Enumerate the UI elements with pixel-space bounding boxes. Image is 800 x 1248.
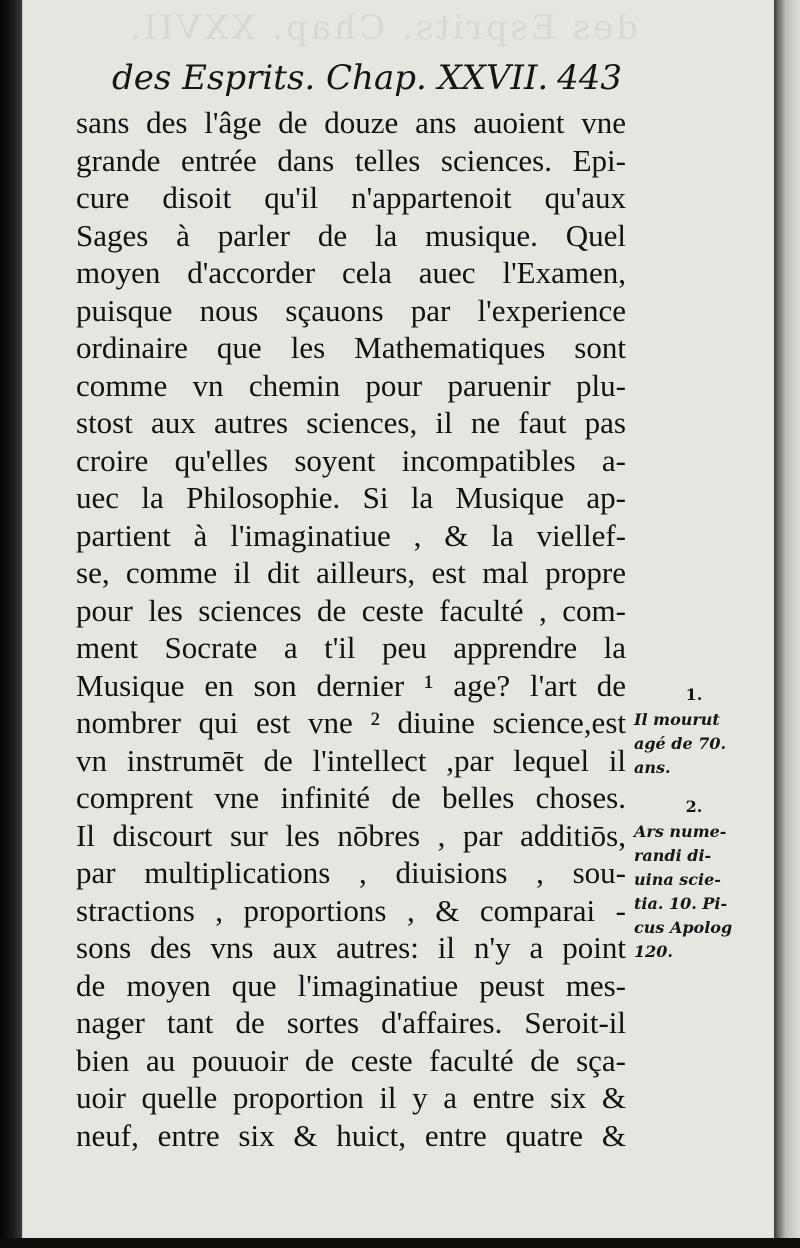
text-line: de moyen que l'imaginatiue peust mes-: [76, 967, 626, 1003]
text-line: ment Socrate a t'il peu apprendre la: [76, 630, 626, 665]
page-bottom-edge: [0, 1238, 800, 1248]
note-marker: 2.: [685, 797, 703, 816]
text-line: uoir quelle proportion il y a entre six &: [76, 1080, 626, 1115]
note-line: uina scie-: [634, 870, 721, 889]
text-line: bien au pouuoir de ceste faculté de sça-: [76, 1042, 626, 1078]
note-line: tia. 10. Pi-: [634, 894, 728, 913]
margin-notes: [634, 682, 766, 974]
text-line: grande entrée dans telles sciences. Epi-: [76, 142, 626, 178]
text-line: se, comme il dit ailleurs, est mal propre: [76, 555, 626, 590]
text-line: ordinaire que les Mathematiques sont: [76, 330, 626, 365]
note-line: agé de 70.: [634, 734, 727, 753]
note-line: ans.: [634, 758, 671, 777]
page-edge: [774, 0, 800, 1248]
running-title: des Esprits. Chap. XXVII.: [112, 58, 549, 98]
text-line: sans des l'âge de douze ans auoient vne: [76, 105, 626, 140]
margin-note: [634, 794, 766, 964]
text-line: neuf, entre six & huict, entre quatre &: [76, 1117, 626, 1153]
note-line: cus Apolog: [634, 918, 733, 937]
margin-note: [634, 682, 766, 780]
note-line: Ars nume-: [634, 822, 727, 841]
text-line: stractions , proportions , & comparai -: [76, 892, 626, 928]
page-number: 443: [557, 58, 622, 98]
text-line: vn instrumēt de l'intellect ,par lequel il: [76, 742, 626, 778]
note-marker: 1.: [685, 685, 703, 704]
text-line: moyen d'accorder cela auec l'Examen,: [76, 255, 626, 290]
bleed-through-text: des Esprits. Chap. XXVII.: [126, 8, 638, 48]
note-line: 120.: [634, 942, 673, 961]
page-gutter-shadow: [0, 0, 22, 1248]
text-line: stost aux autres sciences, il ne faut pas: [76, 405, 626, 440]
text-line: nombrer qui est vne ² diuine science,est: [76, 705, 626, 740]
body-text: [76, 104, 626, 1154]
note-line: Il mourut: [634, 710, 720, 729]
text-line: Sages à parler de la musique. Quel: [76, 217, 626, 253]
text-line: Il discourt sur les nōbres , par additiōs,: [76, 817, 626, 853]
text-line: pour les sciences de ceste faculté , com-: [76, 592, 626, 628]
text-line: cure disoit qu'il n'appartenoit qu'aux: [76, 180, 626, 215]
text-line: sons des vns aux autres: il n'y a point: [76, 930, 626, 965]
text-line: croire qu'elles soyent incompatibles a-: [76, 442, 626, 478]
text-line: partient à l'imaginatiue , & la viellef-: [76, 517, 626, 553]
note-line: randi di-: [634, 846, 712, 865]
text-line: nager tant de sortes d'affaires. Seroit-il: [76, 1005, 626, 1040]
text-line: comprent vne infinité de belles choses.: [76, 780, 626, 815]
text-line: puisque nous sçauons par l'experience: [76, 292, 626, 328]
text-line: comme vn chemin pour paruenir plu-: [76, 367, 626, 403]
text-line: par multiplications , diuisions , sou-: [76, 855, 626, 890]
running-header: [112, 58, 622, 106]
text-line: uec la Philosophie. Si la Musique ap-: [76, 480, 626, 515]
text-line: Musique en son dernier ¹ age? l'art de: [76, 667, 626, 703]
